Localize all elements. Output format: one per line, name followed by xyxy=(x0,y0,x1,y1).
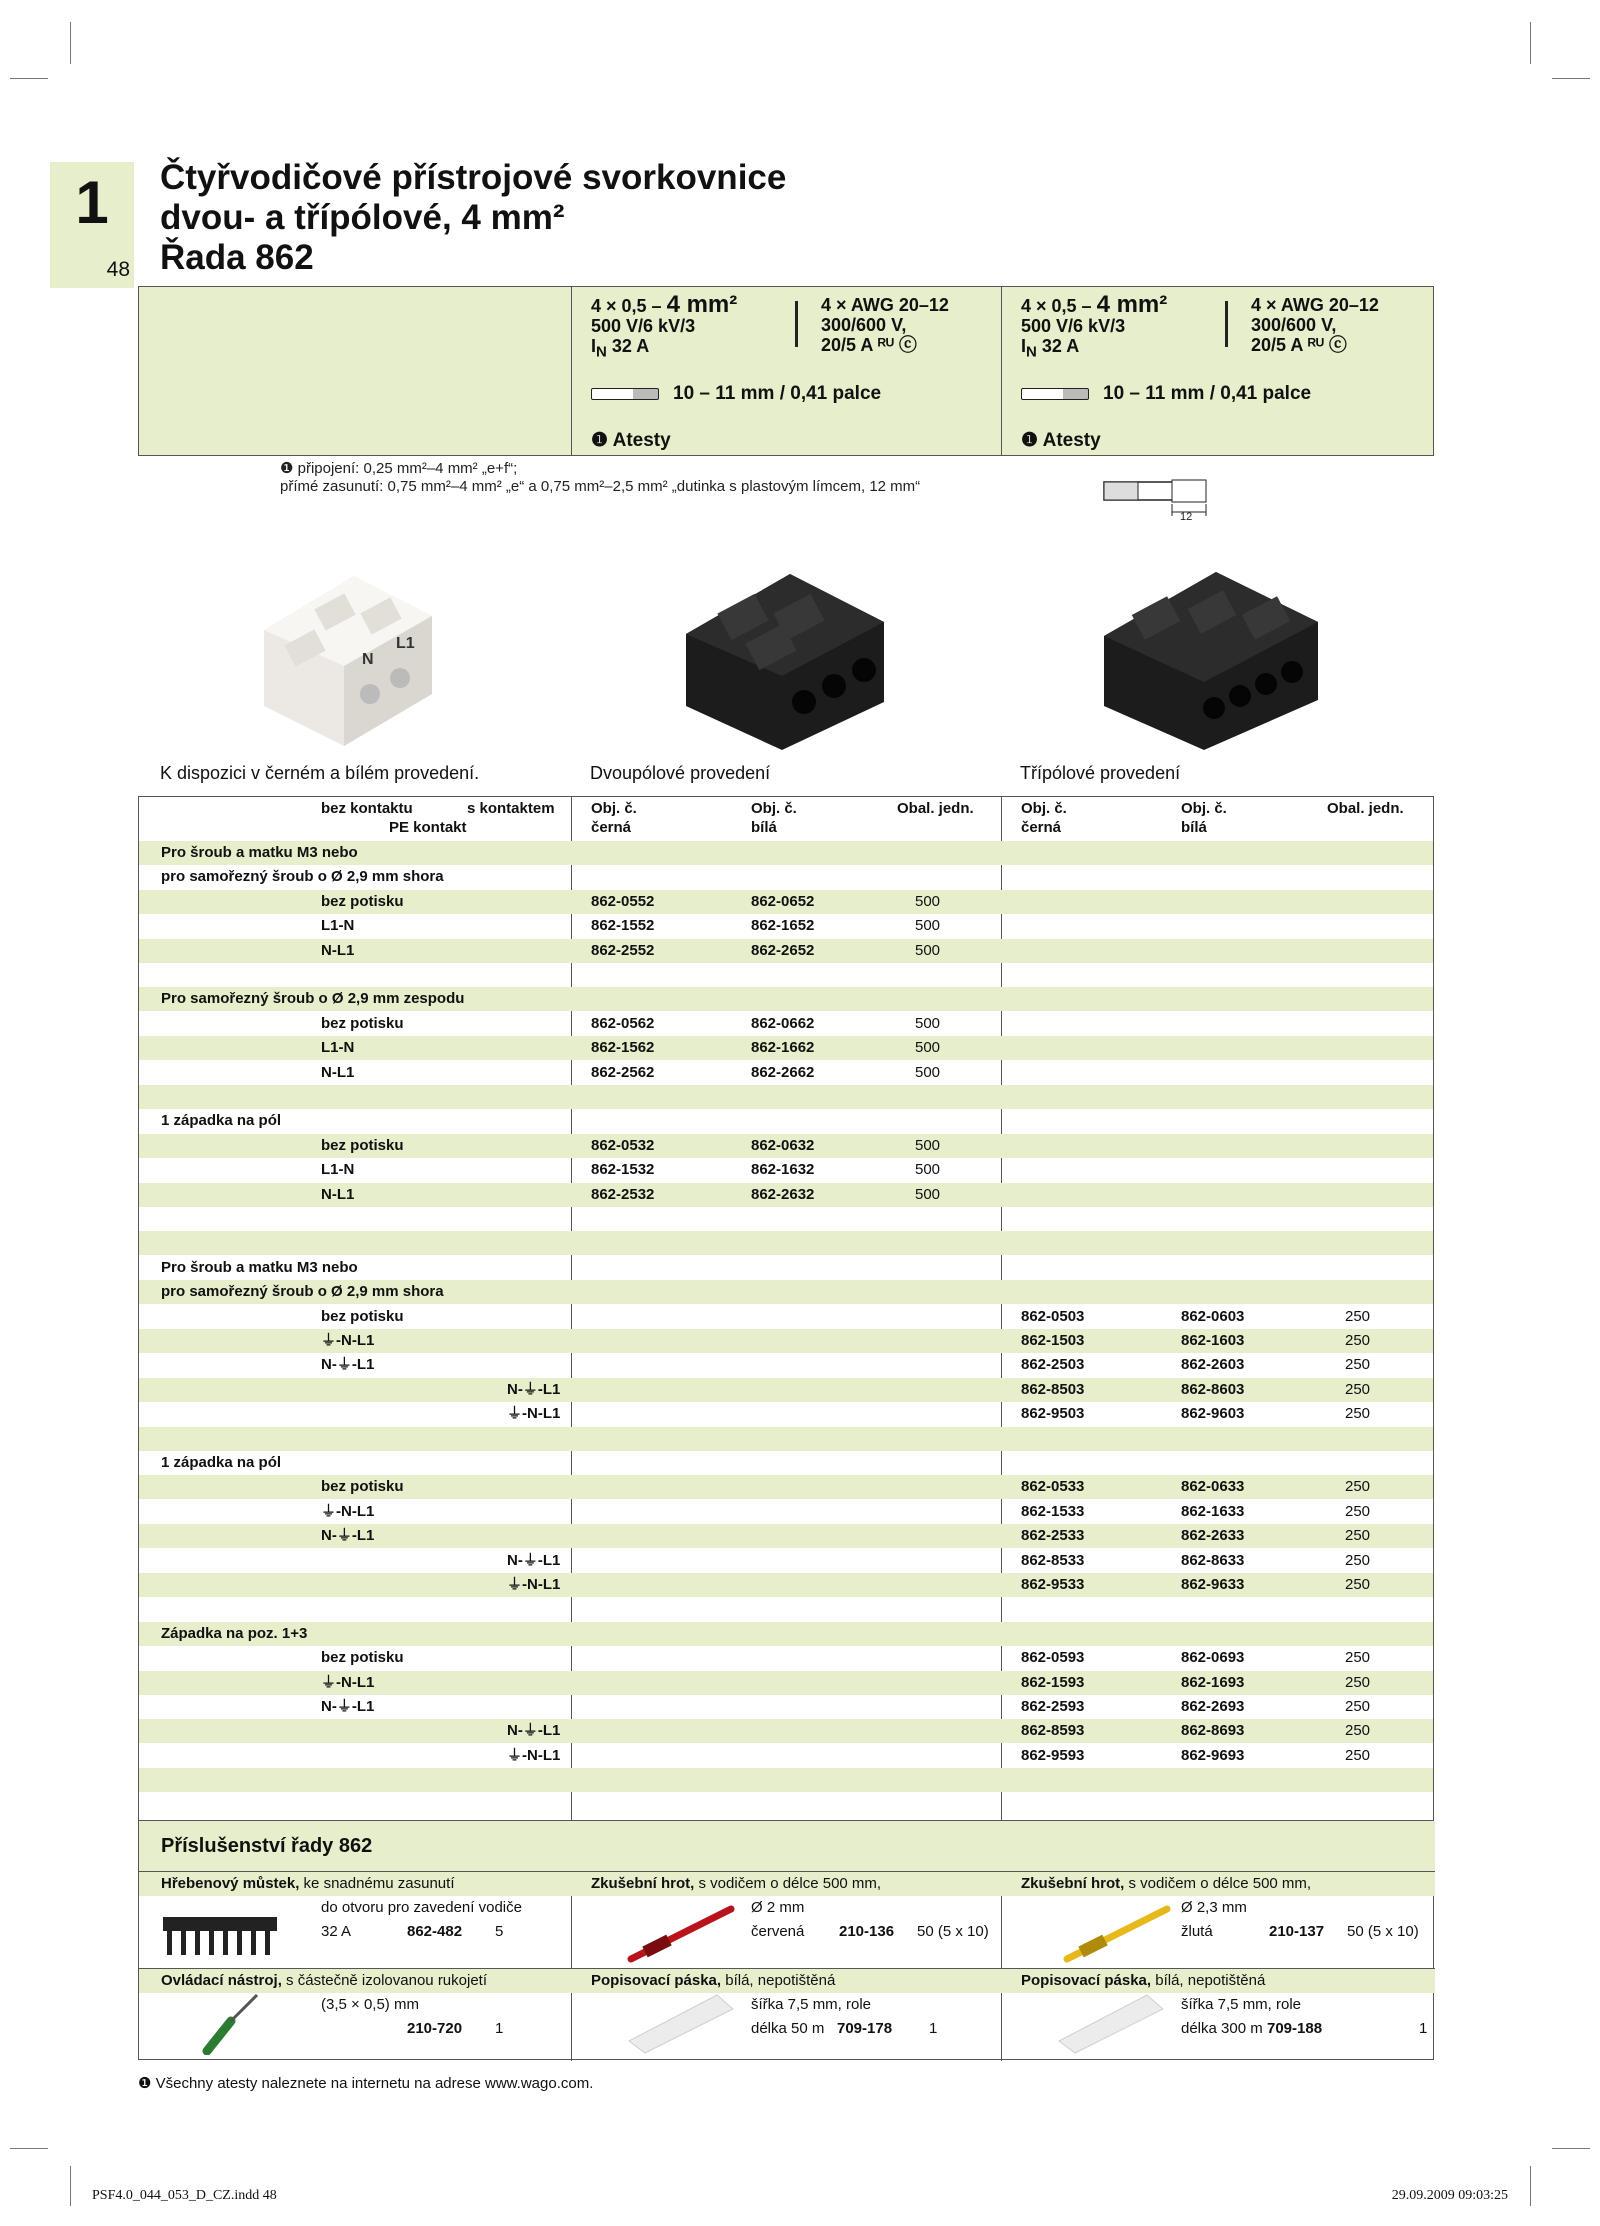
marking-label: N-⏚-L1 xyxy=(321,1527,375,1545)
table-row xyxy=(139,1500,1433,1524)
table-row xyxy=(139,1231,1433,1255)
order-number: 862-0533 xyxy=(1021,1478,1085,1496)
order-number: 862-2562 xyxy=(591,1063,655,1081)
order-number: 862-1552 xyxy=(591,917,655,935)
marking-label: N-L1 xyxy=(321,941,355,959)
accessories-heading: Příslušenství řady 862 xyxy=(161,1835,373,1857)
marking-label: ⏚-N-L1 xyxy=(321,1502,375,1520)
pack-qty: 250 xyxy=(1345,1746,1371,1764)
pack-qty: 250 xyxy=(1345,1380,1371,1398)
pack-qty: 250 xyxy=(1345,1405,1371,1423)
table-row xyxy=(139,841,1433,865)
slug-file: PSF4.0_044_053_D_CZ.indd 48 xyxy=(92,2188,277,2203)
table-row xyxy=(139,1597,1433,1621)
pack-qty: 500 xyxy=(915,917,941,935)
spec-right-metric: 4 × 0,5 – 4 mm² 500 V/6 kV/3 $I_N$ 32 A xyxy=(1021,291,1168,361)
marking-label: bez potisku xyxy=(321,1478,404,1496)
order-number: 862-1562 xyxy=(591,1039,655,1057)
order-number: 862-0632 xyxy=(751,1136,815,1154)
table-row xyxy=(139,1768,1433,1792)
table-row xyxy=(139,1353,1433,1377)
pack-qty: 500 xyxy=(915,1014,941,1032)
chapter-number: 1 xyxy=(75,169,109,236)
svg-text:L1: L1 xyxy=(396,635,415,652)
table-row xyxy=(139,1475,1433,1499)
table-row xyxy=(139,890,1433,914)
table-row xyxy=(139,1134,1433,1158)
screwdriver-image xyxy=(201,1991,261,2055)
marking-label: N-L1 xyxy=(321,1185,355,1203)
white-terminal-block-image xyxy=(258,566,438,752)
marking-label: bez potisku xyxy=(321,892,404,910)
acc-tape300-title: Popisovací páska, bílá, nepotištěná xyxy=(1021,1972,1266,1989)
marking-tape-image xyxy=(1055,1991,1167,2055)
table-header: bez kontaktu s kontaktem PE kontakt Obj. č. černá Obj. č. bílá Obal. jedn. Obj. č. černá Obj. č. bílá Obal. jedn. xyxy=(321,800,1404,836)
acc-tape50-qty: 1 xyxy=(929,2020,938,2037)
order-number: 862-1632 xyxy=(751,1161,815,1179)
pack-qty: 500 xyxy=(915,1039,941,1057)
group-label: pro samořezný šroub o Ø 2,9 mm shora xyxy=(161,1283,444,1301)
approvals-right: ❶ Atesty xyxy=(1021,430,1101,451)
marking-label: N-⏚-L1 xyxy=(321,1356,375,1374)
order-number: 862-0633 xyxy=(1181,1478,1245,1496)
title-line: Řada 862 xyxy=(160,238,314,277)
acc-tool-qty: 1 xyxy=(495,2020,504,2037)
marking-label: N-⏚-L1 xyxy=(507,1722,561,1740)
caption-3pole: Třípólové provedení xyxy=(1020,763,1181,783)
pack-qty: 500 xyxy=(915,1185,941,1203)
table-row xyxy=(139,1012,1433,1036)
acc-tool-code: 210-720 xyxy=(407,2020,463,2037)
order-number: 862-8693 xyxy=(1181,1722,1245,1740)
crop-mark xyxy=(1530,2166,1531,2206)
acc-tool-title: Ovládací nástroj, s částečně izolovanou rukojetí xyxy=(161,1972,488,1989)
acc-probe-red-color: červená xyxy=(751,1923,805,1940)
order-number: 862-1533 xyxy=(1021,1502,1085,1520)
table-row xyxy=(139,1305,1433,1329)
table-row xyxy=(139,1524,1433,1548)
crop-mark xyxy=(10,2148,48,2149)
crop-mark xyxy=(1552,78,1590,79)
order-number: 862-0603 xyxy=(1181,1307,1245,1325)
order-number: 862-0552 xyxy=(591,892,655,910)
connection-note: ❶ připojení: 0,25 mm²–4 mm² „e+f“; přímé zasunutí: 0,75 mm²–4 mm² „e“ a 0,75 mm²–2,5 mm² „dutinka s plastovým límcem, 12 mm“ xyxy=(280,460,921,495)
acc-tool-size: (3,5 × 0,5) mm xyxy=(321,1996,419,2013)
spec-right-awg: 4 × AWG 20–12 300/600 V, 20/5 A ᴿᵁ ⓒ xyxy=(1251,295,1379,355)
order-number: 862-1503 xyxy=(1021,1332,1085,1349)
acc-tape300-code: 709-188 xyxy=(1267,2020,1323,2037)
acc-comb-title: Hřebenový můstek, ke snadnému zasunutí xyxy=(161,1875,455,1892)
crop-mark xyxy=(10,78,48,79)
wire-strip-icon xyxy=(591,388,659,400)
spec-bar xyxy=(795,301,798,347)
chapter-tab xyxy=(50,162,134,288)
acc-tape300-length: délka 300 m xyxy=(1181,2020,1263,2037)
page-number: 48 xyxy=(106,258,130,281)
marking-label: L1-N xyxy=(321,1161,355,1179)
order-number: 862-8503 xyxy=(1021,1380,1085,1398)
marking-label: ⏚-N-L1 xyxy=(507,1746,561,1764)
title-line: dvou- a třípólové, 4 mm² xyxy=(160,198,565,237)
divider xyxy=(1001,287,1002,455)
group-label: Západka na poz. 1+3 xyxy=(161,1624,308,1642)
order-number: 862-0562 xyxy=(591,1014,655,1032)
spec-bar xyxy=(1225,301,1228,347)
test-probe-red-image xyxy=(621,1903,741,1965)
acc-comb-qty: 5 xyxy=(495,1923,504,1940)
order-number: 862-2593 xyxy=(1021,1698,1085,1715)
marking-label: ⏚-N-L1 xyxy=(321,1332,375,1349)
pack-qty: 250 xyxy=(1345,1551,1371,1569)
order-number: 862-2693 xyxy=(1181,1698,1245,1715)
group-label: Pro šroub a matku M3 nebo xyxy=(161,844,358,861)
order-number: 862-9533 xyxy=(1021,1576,1085,1593)
acc-tape50-width: šířka 7,5 mm, role xyxy=(751,1996,872,2013)
table-row xyxy=(139,1451,1433,1475)
table-row xyxy=(139,914,1433,938)
acc-probe-red-title: Zkušební hrot, s vodičem o délce 500 mm, xyxy=(591,1875,882,1892)
marking-label: L1-N xyxy=(321,1039,355,1057)
order-number: 862-0593 xyxy=(1021,1649,1085,1667)
acc-tape50-length: délka 50 m xyxy=(751,2020,825,2037)
table-row xyxy=(139,1427,1433,1451)
order-number: 862-2633 xyxy=(1181,1527,1245,1545)
order-number: 862-1693 xyxy=(1181,1673,1245,1691)
order-number: 862-1603 xyxy=(1181,1332,1245,1349)
table-row xyxy=(139,1622,1433,1646)
marking-label: ⏚-N-L1 xyxy=(507,1405,561,1423)
crop-mark xyxy=(70,22,71,64)
pack-qty: 500 xyxy=(915,941,941,959)
table-row xyxy=(139,1671,1433,1695)
approvals-left: ❶ Atesty xyxy=(591,430,671,451)
order-number: 862-9603 xyxy=(1181,1405,1245,1423)
order-number: 862-2552 xyxy=(591,941,655,959)
order-number: 862-9633 xyxy=(1181,1576,1245,1593)
acc-probe-yellow-title: Zkušební hrot, s vodičem o délce 500 mm, xyxy=(1021,1875,1312,1892)
table-row xyxy=(139,1109,1433,1133)
order-number: 862-2603 xyxy=(1181,1356,1245,1374)
order-number: 862-1662 xyxy=(751,1039,815,1057)
order-number: 862-2532 xyxy=(591,1185,655,1203)
test-probe-yellow-image xyxy=(1057,1903,1177,1965)
spec-box xyxy=(138,286,1434,456)
slug-date: 29.09.2009 09:03:25 xyxy=(1391,2188,1508,2203)
acc-comb-code: 862-482 xyxy=(407,1923,463,1940)
pack-qty: 250 xyxy=(1345,1673,1371,1691)
table-row xyxy=(139,1207,1433,1231)
pack-qty: 250 xyxy=(1345,1332,1371,1349)
divider xyxy=(571,287,572,455)
acc-tape50-code: 709-178 xyxy=(837,2020,893,2037)
group-label: 1 západka na pól xyxy=(161,1454,282,1471)
table-row xyxy=(139,1256,1433,1280)
marking-label: N-⏚-L1 xyxy=(507,1380,561,1398)
marking-tape-image xyxy=(625,1991,737,2055)
black-2pole-terminal-image xyxy=(678,562,892,754)
pack-qty: 500 xyxy=(915,1136,941,1154)
ferrule-icon xyxy=(1100,476,1210,520)
order-number: 862-0503 xyxy=(1021,1307,1085,1325)
order-number: 862-2652 xyxy=(751,941,815,959)
acc-comb-desc: do otvoru pro zavedení vodiče xyxy=(321,1899,522,1916)
order-number: 862-0532 xyxy=(591,1136,655,1154)
approvals-footnote: ❶ Všechny atesty naleznete na internetu na adrese www.wago.com. xyxy=(138,2075,594,2092)
acc-tape50-title: Popisovací páska, bílá, nepotištěná xyxy=(591,1972,836,1989)
marking-label: ⏚-N-L1 xyxy=(321,1673,375,1691)
order-number: 862-8603 xyxy=(1181,1380,1245,1398)
marking-label: L1-N xyxy=(321,917,355,935)
acc-tape300-qty: 1 xyxy=(1419,2020,1428,2037)
group-label: pro samořezný šroub o Ø 2,9 mm shora xyxy=(161,868,444,886)
order-number: 862-1652 xyxy=(751,917,815,935)
table-row xyxy=(139,939,1433,963)
table-row xyxy=(139,987,1433,1011)
order-number: 862-0662 xyxy=(751,1014,815,1032)
table-row xyxy=(139,1183,1433,1207)
ferrule-length: 12 xyxy=(1180,511,1193,523)
marking-label: N-L1 xyxy=(321,1063,355,1081)
table-row xyxy=(139,1793,1433,1817)
column-divider xyxy=(571,1871,572,2061)
table-row xyxy=(139,1280,1433,1304)
black-3pole-terminal-image xyxy=(1096,560,1326,754)
crop-mark xyxy=(1552,2148,1590,2149)
order-number: 862-1633 xyxy=(1181,1502,1245,1520)
marking-label: bez potisku xyxy=(321,1307,404,1325)
table-row xyxy=(139,1402,1433,1426)
pack-qty: 250 xyxy=(1345,1576,1371,1593)
table-row xyxy=(139,1646,1433,1670)
crop-mark xyxy=(70,2166,71,2206)
acc-probe-yellow-diameter: Ø 2,3 mm xyxy=(1181,1899,1247,1916)
marking-label: bez potisku xyxy=(321,1136,404,1154)
table-row xyxy=(139,1085,1433,1109)
page-title xyxy=(160,158,786,278)
order-number: 862-9503 xyxy=(1021,1405,1085,1423)
accessories-panel xyxy=(138,1820,1434,2060)
table-row xyxy=(139,1329,1433,1353)
acc-probe-red-diameter: Ø 2 mm xyxy=(751,1899,805,1916)
pack-qty: 250 xyxy=(1345,1478,1371,1496)
table-row xyxy=(139,1036,1433,1060)
table-row xyxy=(139,1573,1433,1597)
strip-length-right: 10 – 11 mm / 0,41 palce xyxy=(1021,383,1311,405)
spec-left-awg: 4 × AWG 20–12 300/600 V, 20/5 A ᴿᵁ ⓒ xyxy=(821,295,949,355)
marking-label: N-⏚-L1 xyxy=(321,1698,375,1715)
rule xyxy=(139,1968,1435,1969)
pack-qty: 250 xyxy=(1345,1698,1371,1715)
strip-length-left: 10 – 11 mm / 0,41 palce xyxy=(591,383,881,405)
acc-comb-current: 32 A xyxy=(321,1923,352,1940)
marking-label: bez potisku xyxy=(321,1014,404,1032)
table-row xyxy=(139,963,1433,987)
order-number: 862-2533 xyxy=(1021,1527,1085,1545)
order-number: 862-0693 xyxy=(1181,1649,1245,1667)
pack-qty: 500 xyxy=(915,892,941,910)
marking-label: bez potisku xyxy=(321,1649,404,1667)
marking-label: N-⏚-L1 xyxy=(507,1551,561,1569)
order-number: 862-1593 xyxy=(1021,1673,1085,1691)
caption-colors: K dispozici v černém a bílém provedení. xyxy=(160,763,480,783)
acc-probe-yellow-qty: 50 (5 x 10) xyxy=(1347,1923,1419,1940)
title-line: Čtyřvodičové přístrojové svorkovnice xyxy=(160,158,787,197)
group-label: Pro samořezný šroub o Ø 2,9 mm zespodu xyxy=(161,990,465,1008)
svg-text:N: N xyxy=(362,651,374,668)
order-number: 862-2632 xyxy=(751,1185,815,1203)
spec-left-metric: 4 × 0,5 – 4 mm² 500 V/6 kV/3 $I_N$ 32 A xyxy=(591,291,738,361)
table-row xyxy=(139,1549,1433,1573)
marking-label: ⏚-N-L1 xyxy=(507,1576,561,1593)
pack-qty: 250 xyxy=(1345,1649,1371,1667)
acc-probe-red-qty: 50 (5 x 10) xyxy=(917,1923,989,1940)
order-number: 862-9693 xyxy=(1181,1746,1245,1764)
order-table xyxy=(138,796,1434,1838)
table-row xyxy=(139,1061,1433,1085)
order-number: 862-2662 xyxy=(751,1063,815,1081)
table-row xyxy=(139,1378,1433,1402)
acc-probe-red-code: 210-136 xyxy=(839,1923,895,1940)
wire-strip-icon xyxy=(1021,388,1089,400)
acc-tape300-width: šířka 7,5 mm, role xyxy=(1181,1996,1302,2013)
pack-qty: 500 xyxy=(915,1161,941,1179)
order-number: 862-8593 xyxy=(1021,1722,1085,1740)
comb-jumper-image xyxy=(161,1913,281,1959)
order-number: 862-8633 xyxy=(1181,1551,1245,1569)
column-divider xyxy=(1001,1871,1002,2061)
group-label: Pro šroub a matku M3 nebo xyxy=(161,1258,358,1276)
pack-qty: 250 xyxy=(1345,1502,1371,1520)
order-number: 862-0652 xyxy=(751,892,815,910)
table-row xyxy=(139,1695,1433,1719)
acc-probe-yellow-color: žlutá xyxy=(1181,1923,1213,1940)
group-label: 1 západka na pól xyxy=(161,1112,282,1130)
order-number: 862-2503 xyxy=(1021,1356,1085,1374)
order-number: 862-9593 xyxy=(1021,1746,1085,1764)
pack-qty: 250 xyxy=(1345,1527,1371,1545)
crop-mark xyxy=(1530,22,1531,64)
table-row xyxy=(139,865,1433,889)
pack-qty: 500 xyxy=(915,1063,941,1081)
order-number: 862-8533 xyxy=(1021,1551,1085,1569)
pack-qty: 250 xyxy=(1345,1356,1371,1374)
table-row xyxy=(139,1158,1433,1182)
table-row xyxy=(139,1719,1433,1743)
pack-qty: 250 xyxy=(1345,1307,1371,1325)
table-row xyxy=(139,1744,1433,1768)
pack-qty: 250 xyxy=(1345,1722,1371,1740)
acc-probe-yellow-code: 210-137 xyxy=(1269,1923,1325,1940)
order-number: 862-1532 xyxy=(591,1161,655,1179)
caption-2pole: Dvoupólové provedení xyxy=(590,763,771,783)
